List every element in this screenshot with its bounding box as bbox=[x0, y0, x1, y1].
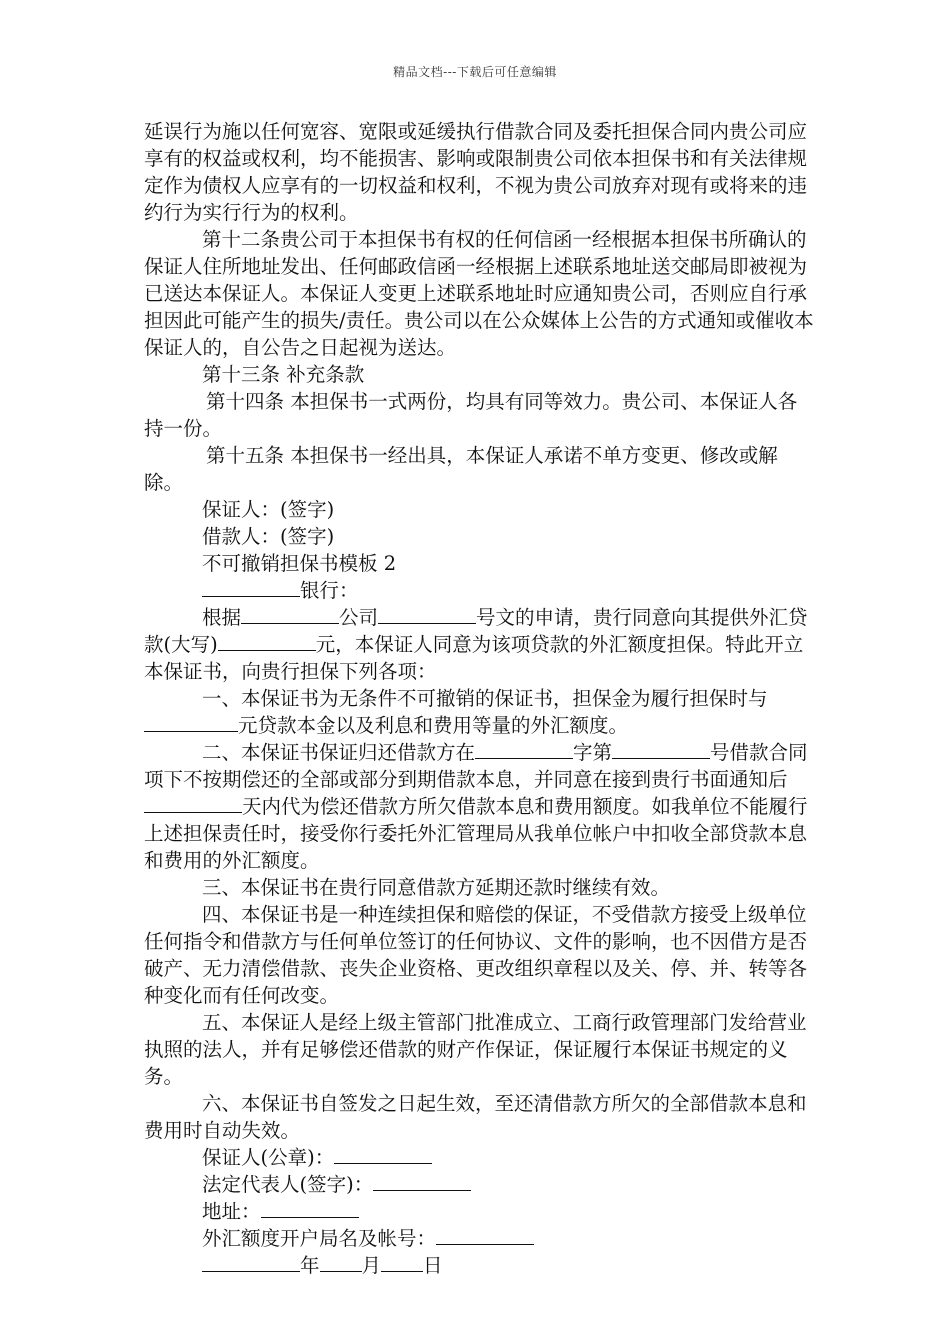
paragraph-article-12: 第十二条贵公司于本担保书有权的任何信函一经根据本担保书所确认的保证人住所地址发出、任何邮政信函一经根据上述联系地址送交邮局即被视为已送达本保证人。本保证人变更上述联系地址时应通知贵公司，否则应自行承担因此可能产生的损失/责任。贵公司以在公众媒体上公告的方式通知或催收本保证人的，自公告之日起视为送达。 bbox=[144, 228, 814, 359]
bank-addressee-line bbox=[144, 577, 814, 604]
paragraph-clause-1: 一、本保证书为无条件不可撤销的保证书，担保金为履行担保时与元贷款本金以及利息和费用等量的外汇额度。 bbox=[144, 685, 814, 739]
blank-field bbox=[475, 739, 573, 759]
document-body bbox=[144, 118, 814, 1279]
paragraph-clause-4: 四、本保证书是一种连续担保和赔偿的保证，不受借款方接受上级单位任何指令和借款方与任何单位签订的任何协议、文件的影响，也不因借方是否破产、无力清偿借款、丧失企业资格、更改组织章程以及关、停、并、转等各种变化而有任何改变。 bbox=[144, 903, 808, 1007]
borrower-signature-line: 借款人：(签字) bbox=[202, 525, 335, 548]
blank-field bbox=[436, 1225, 534, 1245]
blank-field bbox=[218, 631, 316, 651]
paragraph-article-14: 第十四条 本担保书一式两份，均具有同等效力。贵公司、本保证人各持一份。 bbox=[144, 390, 798, 440]
address-line: 地址： bbox=[144, 1198, 814, 1225]
date-line: 年 月 日 bbox=[144, 1252, 814, 1279]
blank-field bbox=[202, 577, 300, 597]
paragraph-clause-5: 五、本保证人是经上级主管部门批准成立、工商行政管理部门发给营业执照的法人，并有足够偿还借款的财产作保证，保证履行本保证书规定的义务。 bbox=[144, 1011, 807, 1088]
paragraph-article-15: 第十五条 本担保书一经出具，本保证人承诺不单方变更、修改或解除。 bbox=[144, 444, 778, 494]
guarantor-signature-line: 保证人：(签字) bbox=[202, 498, 335, 521]
paragraph-clause-6: 六、本保证书自签发之日起生效，至还清借款方所欠的全部借款本息和费用时自动失效。 bbox=[144, 1092, 807, 1142]
blank-field bbox=[381, 1252, 423, 1272]
blank-field bbox=[144, 712, 238, 732]
blank-field bbox=[334, 1144, 432, 1164]
paragraph-article-13: 第十三条 补充条款 bbox=[202, 363, 365, 386]
guarantor-seal-line: 保证人(公章)： bbox=[144, 1144, 814, 1171]
legal-representative-line: 法定代表人(签字)： bbox=[144, 1171, 814, 1198]
blank-field bbox=[320, 1252, 362, 1272]
blank-field bbox=[144, 793, 242, 813]
paragraph-application: 根据 公司 号文的申请，贵行同意向其提供外汇贷款(大写) 元，本保证人同意为该项贷款的外汇额度担保。特此开立本保证书，向贵行担保下列各项： bbox=[144, 606, 808, 683]
template-2-title: 不可撤销担保书模板 2 bbox=[202, 552, 397, 575]
paragraph-waiver: 延误行为施以任何宽容、宽限或延缓执行借款合同及委托担保合同内贵公司应享有的权益或权利，均不能损害、影响或限制贵公司依本担保书和有关法律规定作为债权人应享有的一切权益和权利，不视为贵公司放弃对现有或将来的违约行为实行行为的权利。 bbox=[144, 120, 808, 224]
blank-field bbox=[373, 1171, 471, 1191]
blank-field bbox=[241, 604, 339, 624]
blank-field bbox=[261, 1198, 359, 1218]
blank-field bbox=[378, 604, 476, 624]
paragraph-clause-2: 二、本保证书保证归还借款方在 字第 号借款合同项下不按期偿还的全部或部分到期借款本息，并同意在接到贵行书面通知后天内代为偿还借款方所欠借款本息和费用额度。如我单位不能履行上述担保责任时，接受你行委托外汇管理局从我单位帐户中扣收全部贷款本息和费用的外汇额度。 bbox=[144, 741, 808, 872]
page-header: 精品文档---下载后可任意编辑 bbox=[393, 65, 557, 79]
blank-field bbox=[202, 1252, 300, 1272]
bank-label: 银行： bbox=[300, 579, 359, 602]
blank-field bbox=[612, 739, 710, 759]
paragraph-clause-3: 三、本保证书在贵行同意借款方延期还款时继续有效。 bbox=[202, 876, 671, 899]
account-line: 外汇额度开户局名及帐号： bbox=[144, 1225, 814, 1252]
